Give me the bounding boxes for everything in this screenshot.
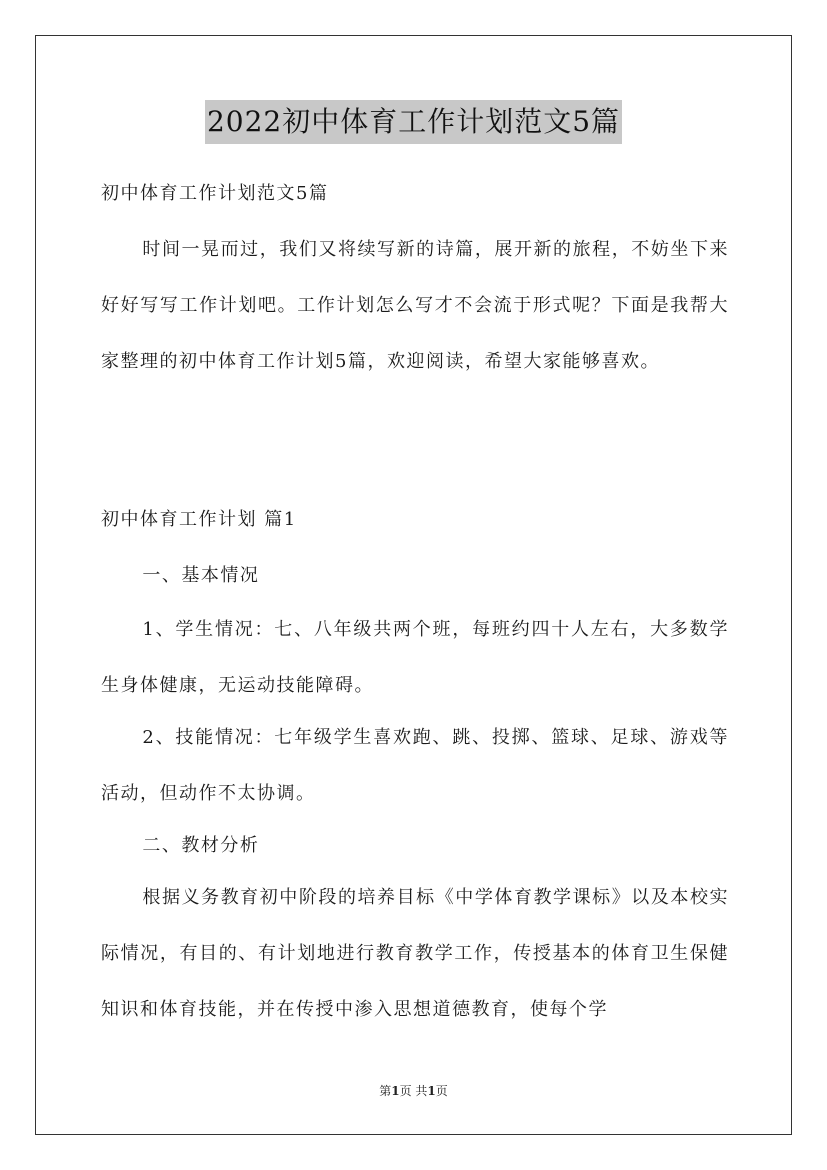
footer-page-suffix: 页: [435, 1084, 448, 1098]
footer-page-current: 1: [391, 1084, 400, 1098]
document-subtitle: 初中体育工作计划范文5篇: [101, 183, 329, 204]
section-heading: 初中体育工作计划 篇1: [101, 509, 297, 530]
part2-paragraph: 根据义务教育初中阶段的培养目标《中学体育教学课标》以及本校实际情况，有目的、有计划地进行教育教学工作，传授基本的体育卫生保健知识和体育技能，并在传授中渗入思想道德教育，使每个学: [101, 887, 729, 1020]
part1-heading: 一、基本情况: [142, 565, 260, 586]
document-title-text: 2022初中体育工作计划范文5篇: [205, 100, 622, 144]
document-title: [0, 100, 827, 144]
part2-heading: 二、教材分析: [142, 835, 260, 856]
page-footer: [0, 1083, 827, 1099]
item1-paragraph: 1、学生情况：七、八年级共两个班，每班约四十人左右，大多数学生身体健康，无运动技能障碍。: [101, 619, 729, 696]
intro-paragraph: 时间一晃而过，我们又将续写新的诗篇，展开新的旅程，不妨坐下来好好写写工作计划吧。工作计划怎么写才不会流于形式呢？下面是我帮大家整理的初中体育工作计划5篇，欢迎阅读，希望大家能够喜欢。: [101, 239, 729, 372]
item2-paragraph: 2、技能情况：七年级学生喜欢跑、跳、投掷、篮球、足球、游戏等活动，但动作不太协调。: [101, 727, 729, 804]
footer-page-prefix: 第: [379, 1084, 392, 1098]
footer-page-mid: 页 共: [399, 1084, 428, 1098]
footer-page-total: 1: [427, 1084, 436, 1098]
